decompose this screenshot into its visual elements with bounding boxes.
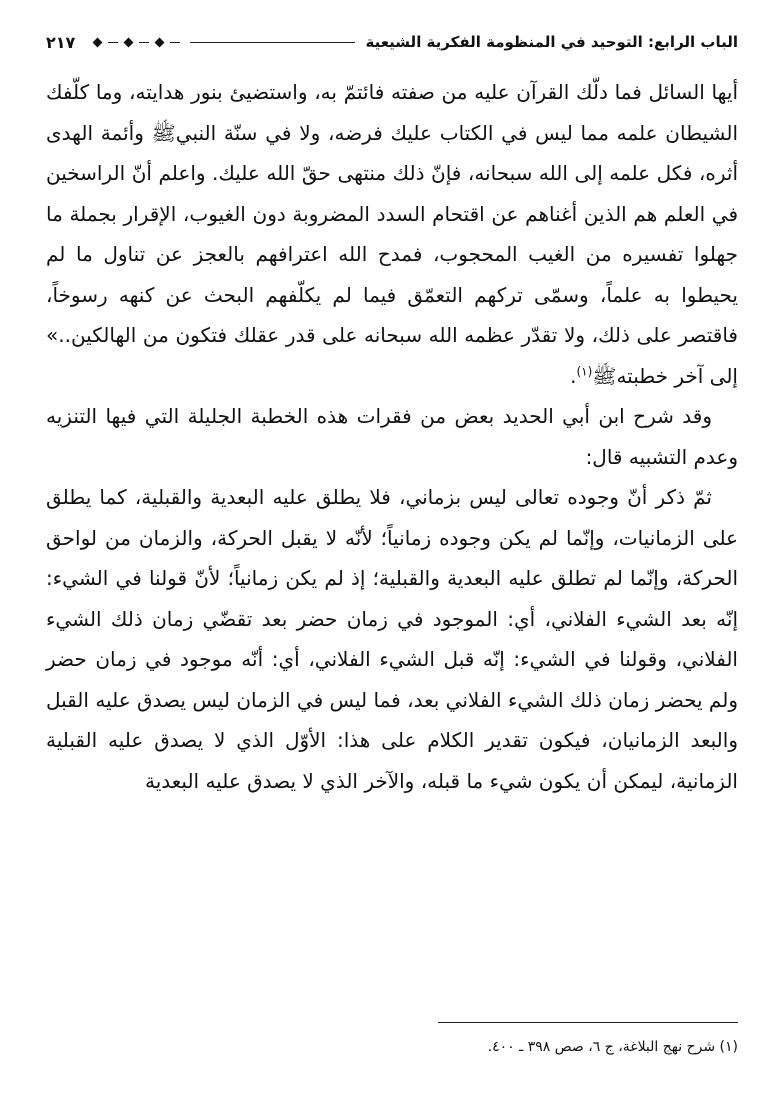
honorific-glyph: ﷺ: [592, 363, 617, 388]
quote-paragraph: [46, 72, 738, 396]
chapter-title: الباب الرابع: التوحيد في المنظومة الفكرية الشيعية: [365, 33, 738, 51]
header-rule: [190, 42, 355, 43]
header-ornament-icon: [87, 39, 180, 46]
footnote-separator: [438, 1022, 738, 1023]
running-header: [46, 24, 738, 60]
main-text: [46, 72, 738, 801]
footnote-reference: (١): [576, 363, 593, 378]
quote-end: .: [570, 363, 577, 388]
footnote: (١) شرح نهج البلاغة، ج ٦، صص ٣٩٨ ـ ٤٠٠.: [487, 1039, 738, 1055]
quote-text: أيها السائل فما دلّك القرآن عليه من صفته فائتمّ به، واستضيئ بنور هدايته، وما كلّفك الشيطان علمه مما ليس في الكتاب عليك فرضه، ولا في سنّة النبيﷺ وأئمة الهدى أثره، فكل علمه إلى الله سبحانه، فإنّ ذلك منتهى حقّ الله عليك. واعلم أنّ الراسخين في العلم هم الذين أغناهم عن اقتحام السدد المضروبة دون الغيوب، الإقرار بجملة ما جهلوا تفسيره من الغيب المحجوب، فمدح الله اعترافهم بالعجز عن تناول ما لم يحيطوا به علماً، وسمّى تركهم التعمّق فيما لم يكلّفهم البحث عن كنهه رسوخاً، فاقتصر على ذلك، ولا تقدّر عظمه الله سبحانه على قدر عقلك فتكون من الهالكين..» إلى آخر خطبته: [46, 80, 738, 388]
commentary-intro-paragraph: وقد شرح ابن أبي الحديد بعض من فقرات هذه الخطبة الجليلة التي فيها التنزيه وعدم التشبيه قال:: [46, 404, 738, 469]
page-number: ٢١٧: [46, 32, 76, 52]
commentary-paragraph: ثمّ ذكر أنّ وجوده تعالى ليس بزماني، فلا يطلق عليه البعدية والقبلية، كما يطلق على الزمانيات، وإنّما لم يكن وجوده زمانياً؛ لأنّه لا يقبل الحركة، والزمان من لواحق الحركة، وإنّما لم تطلق عليه البعدية والقبلية؛ إذ لم يكن زمانياً؛ لأنّ قولنا في الشيء: إنّه بعد الشيء الفلاني، أي: الموجود في زمان حضر بعد تقضّي زمان ذلك الشيء الفلاني، وقولنا في الشيء: إنّه قبل الشيء الفلاني، أي: أنّه موجود في زمان حضر ولم يحضر زمان ذلك الشيء الفلاني بعد، فما ليس في الزمان ليس يصدق عليه القبل والبعد الزمانيان، فيكون تقدير الكلام على هذا: الأوّل الذي لا يصدق عليه القبلية الزمانية، ليمكن أن يكون شيء ما قبله، والآخر الذي لا يصدق عليه البعدية: [46, 485, 738, 793]
